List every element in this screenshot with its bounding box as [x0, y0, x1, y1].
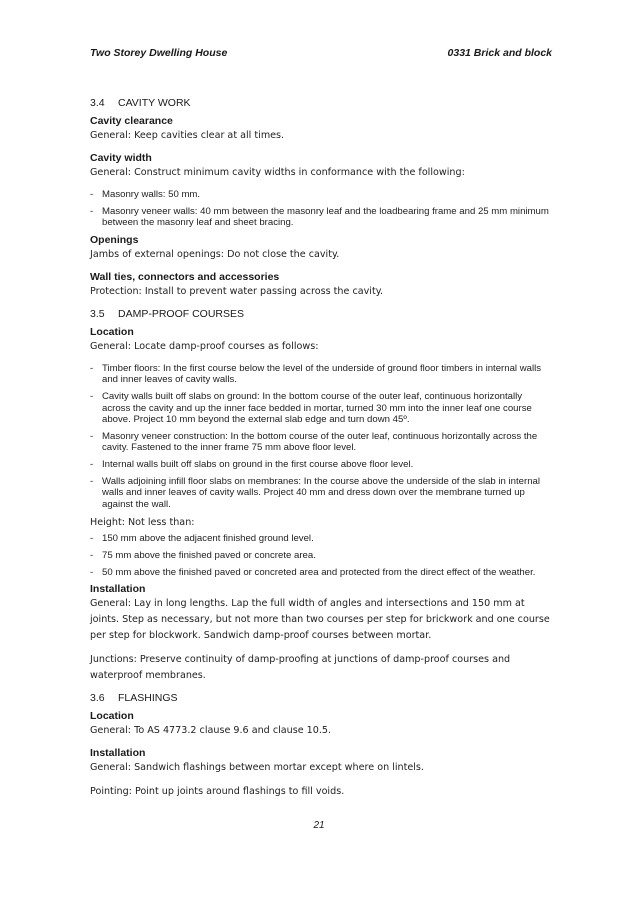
list-item: - Internal walls built off slabs on ground in the first course above floor level.: [90, 459, 552, 471]
page-number: 21: [313, 820, 325, 831]
list-dpc-location: [90, 363, 552, 511]
list-item: - Masonry veneer walls: 40 mm between the masonry leaf and the loadbearing frame and 25 mm minimum between the masonry leaf and sheet bracing.: [90, 206, 552, 229]
paragraph-flashings-pointing: Pointing: Point up joints around flashings to fill voids.: [90, 786, 345, 798]
list-item: - 50 mm above the finished paved or concreted area and protected from the direct effect of the weather.: [90, 567, 552, 579]
subheading-openings: Openings: [90, 233, 139, 246]
paragraph-flashings-installation: General: Sandwich flashings between mortar except where on lintels.: [90, 762, 424, 774]
paragraph-cavity-clearance: General: Keep cavities clear at all times.: [90, 130, 285, 141]
subheading-cavity-clearance: Cavity clearance: [90, 115, 173, 127]
list-item: - Masonry walls: 50 mm.: [90, 189, 552, 201]
list-item: - Walls adjoining infill floor slabs on membranes: In the course above the underside of the slab in internal walls and inner leaves of cavity walls. Project 40 mm and dress down over the membrane turned up against the wall.: [90, 476, 552, 511]
subheading-flashings-location: Location: [90, 710, 134, 723]
header-section: 0331 Brick and block: [447, 47, 552, 59]
section-heading-damp-proof-courses: 3.5 DAMP-PROOF COURSES: [90, 307, 245, 320]
subheading-dpc-installation: Installation: [90, 583, 146, 596]
section-heading-cavity-work: 3.4 CAVITY WORK: [90, 97, 191, 109]
paragraph-dpc-height: Height: Not less than:: [90, 517, 195, 529]
subheading-wall-ties: Wall ties, connectors and accessories: [90, 270, 280, 283]
list-item: - Cavity walls built off slabs on ground: In the bottom course of the outer leaf, continuous horizontally across the cavity and up the inner face bedded in mortar, turned 30 mm into the inner leaf one course above. Project 10 mm beyond the external slab edge and turn down 45º.: [90, 391, 552, 426]
list-item: - 150 mm above the adjacent finished ground level.: [90, 533, 552, 545]
list-item: - Masonry veneer construction: In the bottom course of the outer leaf, continuous horizontally across the cavity. Fastened to the inner frame 75 mm above floor level.: [90, 431, 552, 454]
header-title: Two Storey Dwelling House: [90, 47, 228, 59]
paragraph-openings: Jambs of external openings: Do not close the cavity.: [90, 248, 340, 260]
page-header: [90, 47, 552, 59]
list-item: - Timber floors: In the first course below the level of the underside of ground floor timbers in internal walls and inner leaves of cavity walls.: [90, 363, 552, 386]
list-item: - 75 mm above the finished paved or concrete area.: [90, 550, 552, 562]
list-dpc-height: [90, 533, 552, 578]
paragraph-wall-ties: Protection: Install to prevent water passing across the cavity.: [90, 285, 384, 297]
subheading-flashings-installation: Installation: [90, 747, 146, 760]
paragraph-dpc-location: General: Locate damp-proof courses as follows:: [90, 340, 319, 352]
paragraph-dpc-junctions: Junctions: Preserve continuity of damp-proofing at junctions of damp-proof courses and waterproof membranes.: [90, 654, 511, 682]
subheading-dpc-location: Location: [90, 325, 134, 338]
paragraph-cavity-width: General: Construct minimum cavity widths in conformance with the following:: [90, 167, 465, 178]
subheading-cavity-width: Cavity width: [90, 152, 152, 164]
paragraph-dpc-installation: General: Lay in long lengths. Lap the full width of angles and intersections and 150 mm at joints. Step as necessary, but not more than two courses per step for brickwork and one course per step for blockwork. Sandwich damp-proof courses between mortar.: [90, 598, 550, 642]
paragraph-flashings-location: General: To AS 4773.2 clause 9.6 and clause 10.5.: [90, 725, 332, 737]
page-content: [90, 97, 552, 808]
list-cavity-width: [90, 189, 552, 229]
section-heading-flashings: 3.6 FLASHINGS: [90, 692, 178, 705]
